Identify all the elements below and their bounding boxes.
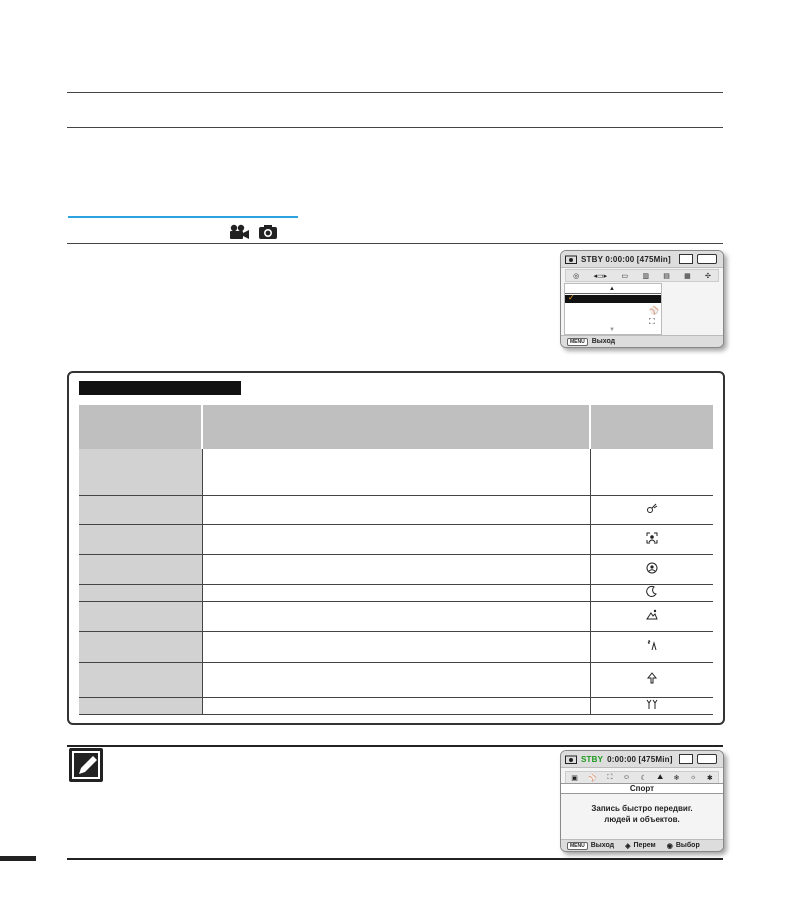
photo-camera-icon <box>258 224 278 240</box>
night-icon[interactable]: ☾ <box>640 774 647 782</box>
table-cell-item <box>79 662 202 697</box>
lcd-stby-text: STBY <box>581 754 604 764</box>
menu-key: MENU <box>567 338 588 346</box>
table-cell-content <box>202 554 590 584</box>
note-pencil-icon <box>69 748 103 782</box>
table-cell-item <box>79 601 202 631</box>
scene-mode-table <box>79 405 713 715</box>
table-cell-item <box>79 554 202 584</box>
table-cell-display <box>590 601 713 631</box>
menu-tab-icon: ▥ <box>642 272 649 280</box>
table-cell-content <box>202 601 590 631</box>
lcd-screen-menu <box>560 250 724 348</box>
beach-snow-icon <box>646 639 658 651</box>
night-icon <box>646 585 658 597</box>
table-cell-item <box>79 584 202 601</box>
table-cell-display <box>590 631 713 662</box>
beach-snow-icon[interactable]: ❄ <box>673 774 680 782</box>
portrait-icon <box>646 532 658 544</box>
table-header-display <box>590 405 713 449</box>
note-rule-top <box>67 745 723 747</box>
menu-tab-icon: ▭ <box>621 272 629 280</box>
scene-mode-label: Спорт <box>561 783 723 794</box>
table-row <box>79 601 713 631</box>
move-icon: ◈ <box>625 842 631 850</box>
table-cell-item <box>79 631 202 662</box>
auto-icon[interactable]: ▣ <box>571 774 578 782</box>
table-cell-content <box>202 662 590 697</box>
landscape-icon[interactable]: ⛰ <box>657 773 664 781</box>
table-cell-item <box>79 697 202 714</box>
header-rule <box>67 127 723 128</box>
fireworks-icon <box>646 698 658 710</box>
landscape-icon <box>646 609 658 621</box>
scene-mode-icon <box>565 754 577 764</box>
table-cell-content <box>202 697 590 714</box>
spotlight-icon <box>646 672 658 684</box>
table-cell-display <box>590 495 713 524</box>
section-rule <box>67 243 723 244</box>
table-cell-display <box>590 697 713 714</box>
exit-label: Выход <box>591 338 616 345</box>
table-row <box>79 495 713 524</box>
lcd-bottom-bar <box>561 839 723 851</box>
sports-icon[interactable]: ⚾ <box>588 774 598 782</box>
fireworks-icon[interactable]: ✱ <box>706 774 713 782</box>
mode-icons <box>228 224 278 240</box>
table-row <box>79 662 713 697</box>
menu-tab-icon: ◂▭▸ <box>593 272 608 280</box>
table-cell-display <box>590 662 713 697</box>
move-label: Перем <box>633 842 656 849</box>
select-icon: ◉ <box>666 842 673 850</box>
menu-tab-icon: ▦ <box>684 272 691 280</box>
lcd-screen-scene <box>560 750 724 852</box>
table-cell-display <box>590 554 713 584</box>
battery-icon <box>697 754 717 764</box>
spotlight-icon[interactable]: ☼ <box>689 774 697 781</box>
scroll-up-arrow-icon: ▲ <box>609 286 615 292</box>
video-camera-icon <box>228 224 250 240</box>
table-cell-item <box>79 524 202 554</box>
table-cell-display <box>590 449 713 495</box>
scene-description: Запись быстро передвиг. людей и объектов. <box>591 804 693 824</box>
table-cell-content <box>202 631 590 662</box>
table-cell-display <box>590 524 713 554</box>
lcd-time-text: 0:00:00 [475Min] <box>607 754 673 764</box>
lcd-submenu-list[interactable] <box>564 283 662 335</box>
select-label: Выбор <box>675 842 700 849</box>
table-cell-display <box>590 584 713 601</box>
table-header-row <box>79 405 713 449</box>
table-row <box>79 697 713 714</box>
lcd-bottom-bar <box>561 335 723 347</box>
menu-tab-icon: ◎ <box>573 272 580 280</box>
face-icon <box>646 562 658 574</box>
scene-mode-icon <box>565 254 577 264</box>
table-cell-content <box>202 495 590 524</box>
submenu-separator <box>565 293 661 294</box>
face-icon[interactable]: ☺ <box>622 774 631 781</box>
section-accent-line <box>68 216 298 218</box>
table-row <box>79 524 713 554</box>
table-cell-content <box>202 524 590 554</box>
checkmark-icon: ✓ <box>568 293 575 302</box>
sports-icon <box>646 502 658 514</box>
menu-tab-icon: ✣ <box>704 272 711 280</box>
menu-key: MENU <box>567 842 588 850</box>
table-row <box>79 631 713 662</box>
lcd-status-text: STBY 0:00:00 [475Min] <box>581 254 671 264</box>
table-header-item <box>79 405 202 449</box>
battery-icon <box>697 254 717 264</box>
memory-card-icon <box>679 254 693 264</box>
lcd-menu-icon-row <box>565 269 719 282</box>
table-cell-item <box>79 495 202 524</box>
portrait-option-icon[interactable]: ⛶ <box>649 317 655 326</box>
scene-mode-table-box <box>67 371 725 725</box>
top-rule <box>67 92 723 93</box>
submenu-selected-row[interactable] <box>565 295 661 303</box>
table-row <box>79 449 713 495</box>
menu-tab-icon: ▤ <box>663 272 670 280</box>
portrait-icon[interactable]: ⛶ <box>607 773 613 781</box>
page-edge-tab <box>0 856 36 861</box>
table-row <box>79 584 713 601</box>
table-cell-content <box>202 584 590 601</box>
table-row <box>79 554 713 584</box>
table-header-content <box>202 405 590 449</box>
table-title-bar <box>79 381 241 395</box>
sports-option-icon[interactable]: ⚾ <box>649 306 659 315</box>
exit-label: Выход <box>590 842 615 849</box>
memory-card-icon <box>679 754 693 764</box>
scroll-down-arrow-icon: ▼ <box>609 327 615 333</box>
table-cell-content <box>202 449 590 495</box>
footer-rule <box>67 858 723 860</box>
table-cell-item <box>79 449 202 495</box>
